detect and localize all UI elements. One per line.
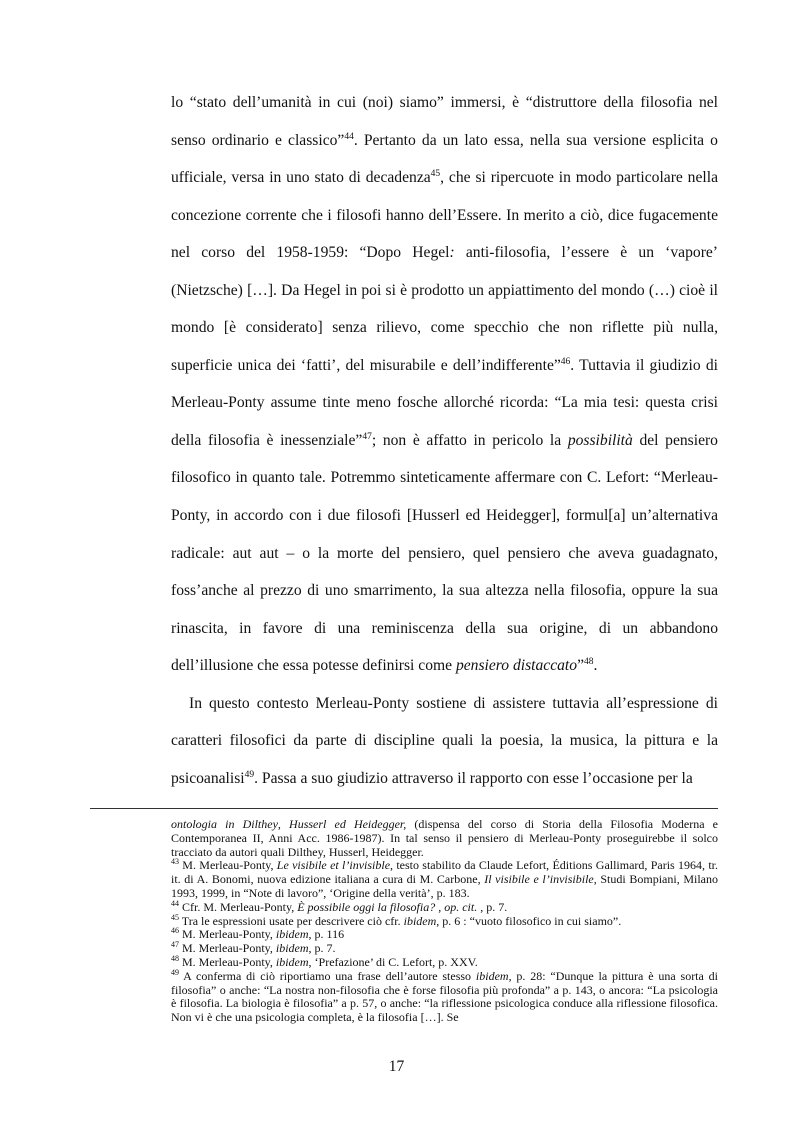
text-run: (dispensa del corso di Storia della Filosofia Moderna e Contemporanea II, Anni Acc. 1986-1987). In tal senso il pensiero di Merleau-Ponty proseguirebbe il solco tracciato da autori quali Dilthey, Husserl, Heidegger. [171, 817, 718, 859]
text-run: M. Merleau-Ponty, [179, 954, 276, 969]
text-run: , ‘Prefazione’ di C. Lefort, p. XXV. [308, 954, 478, 969]
italic-text: ontologia in Dilthey [171, 817, 278, 831]
footnote [171, 942, 718, 956]
footnote-ref: 49 [171, 967, 179, 977]
text-run: , [435, 899, 445, 914]
text-run: lo “stato dell’umanità in cui (noi) siamo” immersi, è “distruttore della filosofia nel senso ordinario e classico” [171, 94, 718, 149]
footnote-ref: 47 [362, 431, 372, 442]
italic-text: È possibile oggi la filosofia? [297, 899, 436, 914]
footnote [171, 859, 718, 900]
text-run: A conferma di ciò riportiamo una frase dell’autore stesso [179, 968, 476, 983]
text-run: . [593, 657, 598, 675]
footnote-ref: 46 [171, 926, 179, 936]
italic-text: ibidem [275, 954, 309, 969]
italic-text: Il visibile e l’invisibile [484, 872, 594, 887]
footnote-ref: 44 [171, 898, 179, 908]
text-run: , p. 7. [477, 899, 508, 914]
footnote-ref: 48 [171, 953, 179, 963]
body-text [171, 84, 718, 797]
footnote-ref: 43 [171, 857, 179, 867]
italic-text: op. cit. [444, 899, 478, 914]
text-run: ” [577, 657, 584, 675]
italic-text: ibidem [475, 968, 509, 983]
text-run: Cfr. M. Merleau-Ponty, [179, 899, 298, 914]
text-run: In questo contesto Merleau-Ponty sostiene di assistere tuttavia all’espressione di caratteri filosofici da parte di discipline quali la poesia, la musica, la pittura e la psicoanalisi [171, 694, 718, 787]
italic-text: Husserl ed Heidegger, [289, 817, 407, 831]
text-run: , testo stabilito da Claude Lefort, Éditions Gallimard, Paris 1964, tr. it. di A. Bonomi, nuova edizione italiana a cura di M. Carbone, [171, 858, 719, 887]
text-run: , p. 7. [308, 941, 336, 956]
footnote-ref: 45 [171, 912, 179, 922]
text-run: M. Merleau-Ponty, [179, 858, 277, 873]
italic-text: possibilità [567, 431, 633, 449]
paragraph [171, 685, 718, 798]
text-run: M. Merleau-Ponty, [179, 927, 276, 942]
italic-text: pensiero distaccato [455, 657, 578, 675]
footnote-separator [90, 808, 718, 809]
italic-text: Le visibile et l’invisible [276, 858, 391, 873]
footnote [171, 818, 718, 859]
text-run: . Tuttavia il giudizio di Merleau-Ponty assume tinte meno fosche allorché ricorda: “La mia tesi: questa crisi della filosofia è inessenziale” [171, 356, 718, 449]
footnote-ref: 49 [244, 769, 255, 780]
text-run: , che si ripercuote in modo particolare nella concezione corrente che i filosofi hanno dell’Essere. In merito a ciò, dice fugacemente nel corso del 1958-1959: “Dopo Hegel [171, 169, 718, 262]
text-run: , [277, 817, 290, 831]
footnote [171, 953, 718, 970]
text-run: del pensiero filosofico in quanto tale. Potremmo sinteticamente affermare con C. Lefort: “Merleau-Ponty, in accordo con i due filosofi [Husserl ed Heidegger], formul[a] un’alternativa radicale: aut aut – o la morte del pensiero, quel pensiero che aveva guadagnato, foss’anche al prezzo di uno smarrimento, la sua altezza nella filosofia, oppure la sua rinascita, in favore di una reminiscenza della sua origine, di un abbandono dell’illusione che essa potesse definirsi come [171, 431, 718, 675]
footnote-ref: 46 [560, 356, 571, 367]
footnote [171, 898, 718, 915]
italic-text: ibidem [275, 941, 309, 956]
paragraph [171, 84, 718, 685]
text-run: . Pertanto da un lato essa, nella sua versione esplicita o ufficiale, versa in uno stato di decadenza [171, 131, 718, 187]
text-run: , p. 6 : “vuoto filosofico in cui siamo”. [436, 913, 622, 928]
text-run: anti-filosofia, l’essere è un ‘vapore’ (Nietzsche) […]. Da Hegel in poi si è prodotto un appiattimento del mondo (…) cioè il mondo [è considerato] senza rilievo, come specchio che non riflette più nulla, superficie unica dei ‘fatti’, del misurabile e dell’indifferente” [171, 244, 718, 374]
text-run: , Studi Bompiani, Milano 1993, 1999, in “Note di lavoro”, ‘Origine della verità’, p. 183. [171, 872, 718, 900]
footnote-ref: 45 [430, 168, 441, 179]
footnote-ref: 44 [344, 131, 354, 142]
page-number: 17 [388, 1058, 405, 1075]
text-run: , p. 116 [308, 927, 345, 942]
footnote-ref: 47 [171, 940, 179, 950]
text-run: . Passa a suo giudizio attraverso il rapporto con esse l’occasione per la [254, 769, 693, 787]
footnotes [171, 818, 718, 1025]
text-run: M. Merleau-Ponty, [179, 941, 276, 956]
text-run: ; non è affatto in pericolo la [371, 431, 568, 449]
footnote [171, 967, 719, 1025]
italic-text: : [449, 244, 455, 262]
footnote-ref: 48 [583, 657, 594, 668]
italic-text: ibidem [275, 927, 309, 942]
text-run: Tra le espressioni usate per descrivere ciò cfr. [179, 913, 404, 928]
italic-text: ibidem [403, 913, 437, 928]
text-run: , p. 28: “Dunque la pittura è una sorta di filosofia” o anche: “La nostra non-filosofia che è forse filosofia più profonda” a p. 143, o ancora: “La psicologia è filosofia. La biologia è filosofia” a p. 57, o anche: “la riflessione psicologica conduce alla riflessione filosofica. Non vi è che una psicologia completa, è la filosofia […]. Se [171, 968, 719, 1025]
